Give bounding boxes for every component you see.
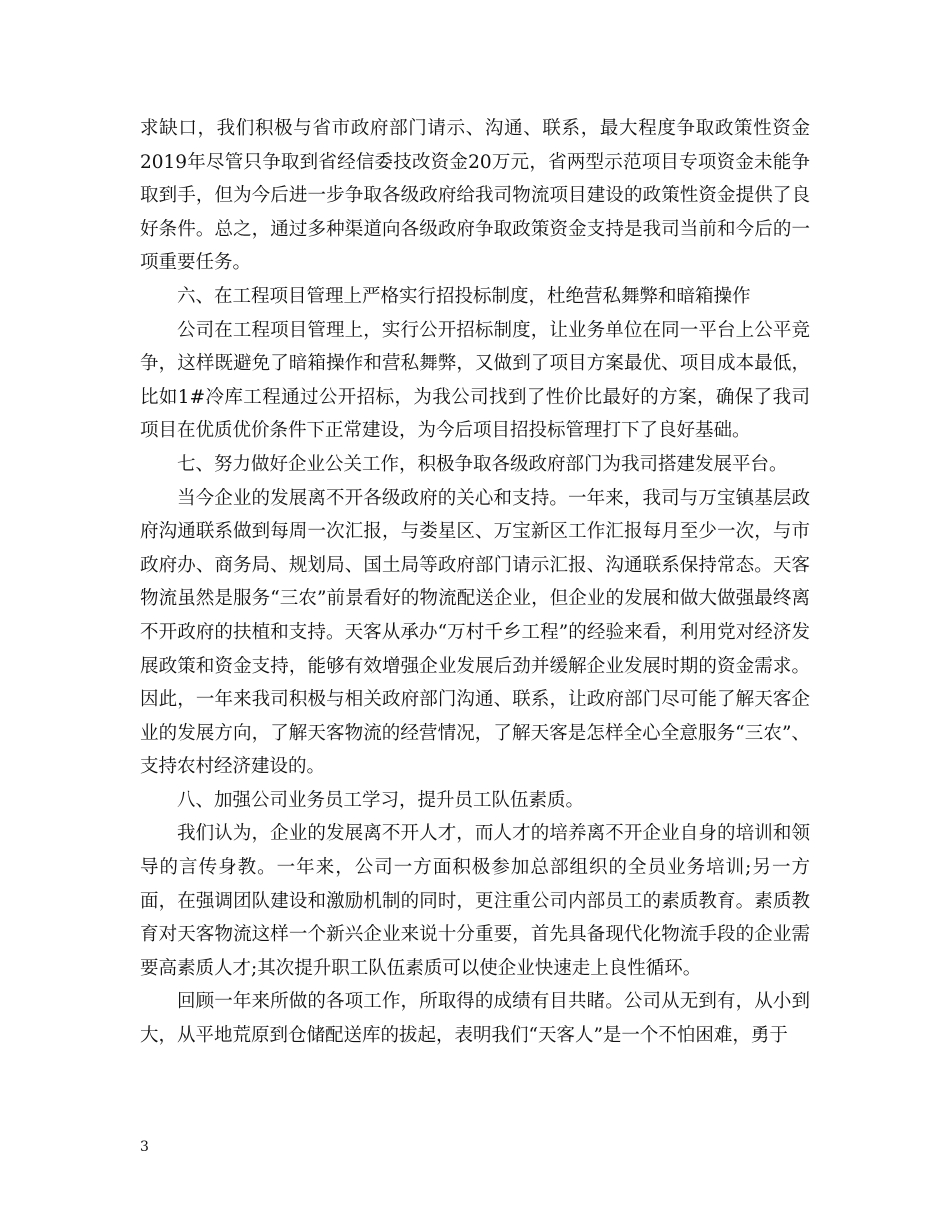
document-body <box>140 112 810 1053</box>
paragraph-2: 公司在工程项目管理上，实行公开招标制度，让业务单位在同一平台上公平竞争，这样既避免了暗箱操作和营私舞弊，又做到了项目方案最优、项目成本最低，比如1#冷库工程通过公开招标，为我公司找到了性价比最好的方案，确保了我司项目在优质优价条件下正常建设，为今后项目招投标管理打下了良好基础。 <box>140 319 810 442</box>
section-heading-7: 七、努力做好企业公关工作，积极争取各级政府部门为我司搭建发展平台。 <box>177 453 788 475</box>
paragraph-1: 求缺口，我们积极与省市政府部门请示、沟通、联系，最大程度争取政策性资金2019年尽管只争取到省经信委技改资金20万元，省两型示范项目专项资金未能争取到手，但为今后进一步争取各级政府给我司物流项目建设的政策性资金提供了良好条件。总之，通过多种渠道向各级政府争取政策资金支持是我司当前和今后的一项重要任务。 <box>140 118 810 274</box>
paragraph-4: 我们认为，企业的发展离不开人才，而人才的培养离不开企业自身的培训和领导的言传身教。一年来，公司一方面积极参加总部组织的全员业务培训;另一方面，在强调团队建设和激励机制的同时，更注重公司内部员工的素质教育。素质教育对天客物流这样一个新兴企业来说十分重要，首先具备现代化物流手段的企业需要高素质人才;其次提升职工队伍素质可以使企业快速走上良性循环。 <box>140 823 810 979</box>
section-heading-8: 八、加强公司业务员工学习，提升员工队伍素质。 <box>177 789 585 811</box>
page-number: 3 <box>140 1139 149 1155</box>
paragraph-5: 回顾一年来所做的各项工作，所取得的成绩有目共睹。公司从无到有，从小到大，从平地荒原到仓储配送库的拔起，表明我们“天客人”是一个不怕困难，勇于 <box>140 991 810 1047</box>
section-heading-6: 六、在工程项目管理上严格实行招投标制度，杜绝营私舞弊和暗箱操作 <box>177 285 751 307</box>
paragraph-3: 当今企业的发展离不开各级政府的关心和支持。一年来，我司与万宝镇基层政府沟通联系做到每周一次汇报，与娄星区、万宝新区工作汇报每月至少一次，与市政府办、商务局、规划局、国土局等政府部门请示汇报、沟通联系保持常态。天客物流虽然是服务“三农”前景看好的物流配送企业，但企业的发展和做大做强最终离不开政府的扶植和支持。天客从承办“万村千乡工程”的经验来看，利用党对经济发展政策和资金支持，能够有效增强企业发展后劲并缓解企业发展时期的资金需求。因此，一年来我司积极与相关政府部门沟通、联系，让政府部门尽可能了解天客企业的发展方向，了解天客物流的经营情况，了解天客是怎样全心全意服务“三农”、支持农村经济建设的。 <box>140 487 810 778</box>
